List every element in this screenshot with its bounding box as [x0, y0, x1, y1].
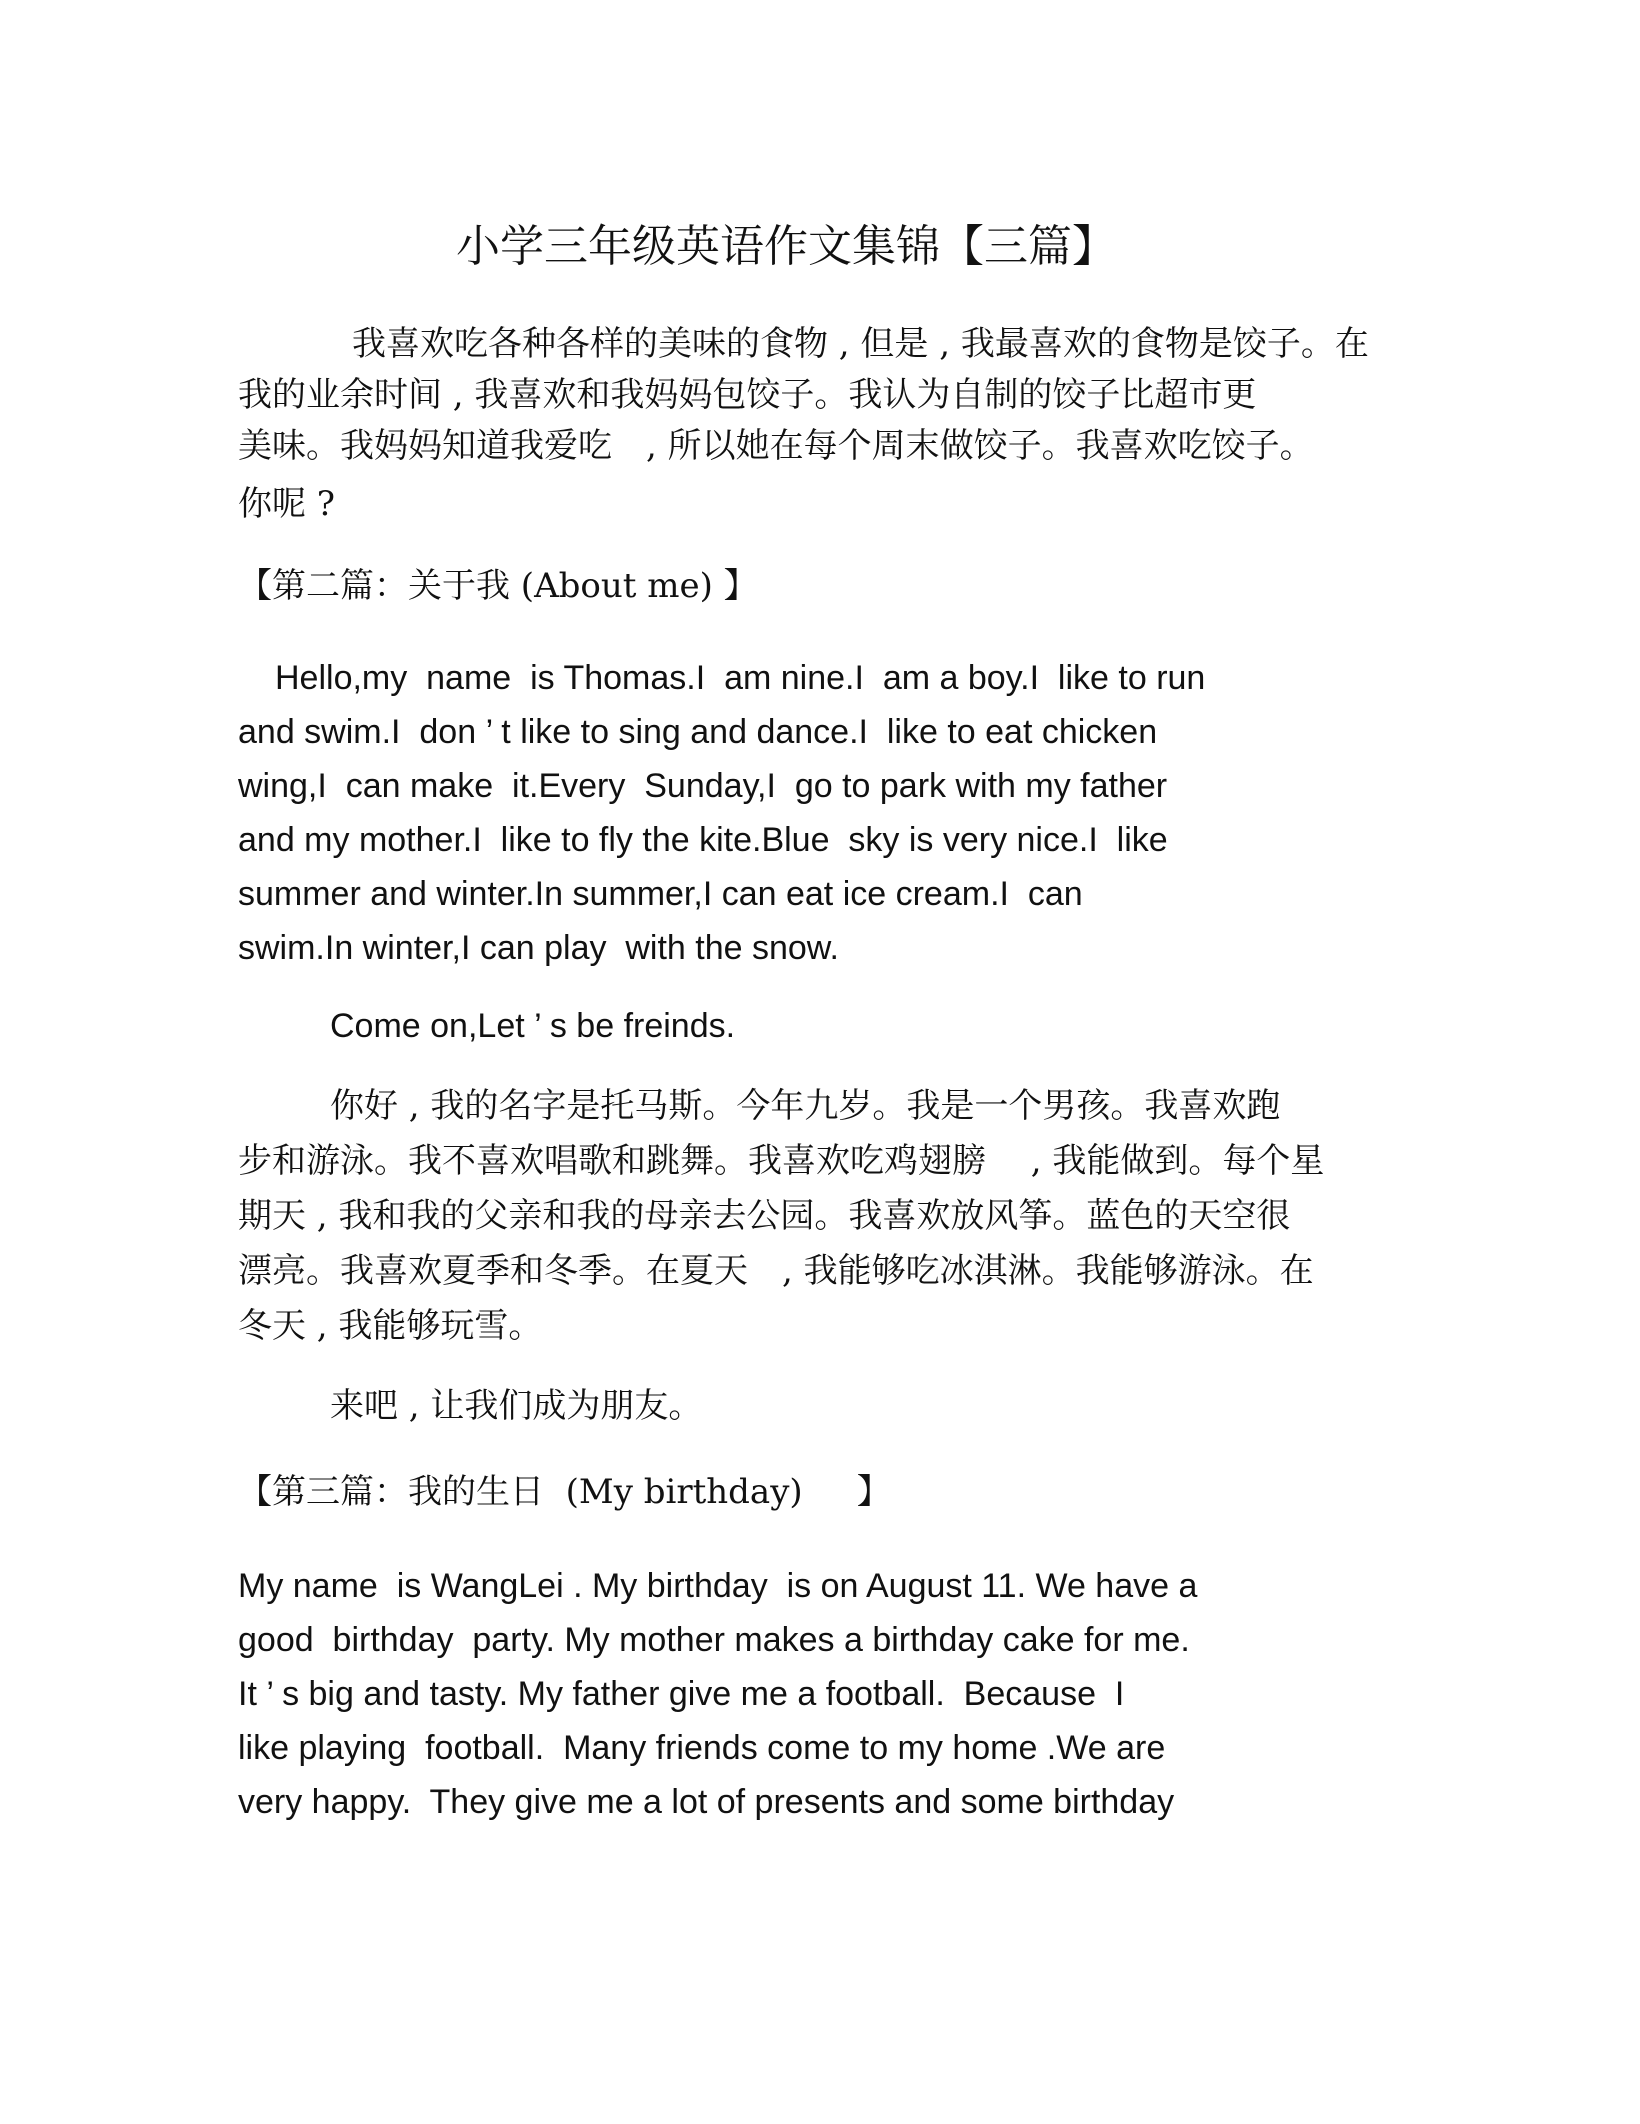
essay1-line: 我的业余时间 , 我喜欢和我妈妈包饺子。我认为自制的饺子比超市更 — [238, 375, 1257, 415]
essay2-english-line: and swim.I don ’ t like to sing and dance.I like to eat chicken — [238, 713, 1158, 751]
essay3-heading: 【第三篇：我的生日 (My birthday) 】 — [238, 1472, 891, 1512]
essay1-line: 美味。我妈妈知道我爱吃 , 所以她在每个周末做饺子。我喜欢吃饺子。 — [238, 426, 1314, 466]
essay2-chinese-line: 冬天 , 我能够玩雪。 — [238, 1306, 543, 1346]
essay2-english-closing: Come on,Let ’ s be freinds. — [330, 1007, 736, 1045]
essay2-english-line: wing,I can make it.Every Sunday,I go to park with my father — [238, 767, 1168, 805]
essay3-line: very happy. They give me a lot of presents and some birthday — [238, 1783, 1175, 1821]
essay3-line: My name is WangLei . My birthday is on August 11. We have a — [238, 1567, 1198, 1605]
essay2-chinese-line: 你好 , 我的名字是托马斯。今年九岁。我是一个男孩。我喜欢跑 — [330, 1086, 1281, 1126]
essay2-chinese-line: 步和游泳。我不喜欢唱歌和跳舞。我喜欢吃鸡翅膀 , 我能做到。每个星 — [238, 1141, 1325, 1181]
essay1-line: 我喜欢吃各种各样的美味的食物 , 但是 , 我最喜欢的食物是饺子。在 — [352, 324, 1369, 364]
essay3-line: It ’ s big and tasty. My father give me a football. Because I — [238, 1675, 1125, 1713]
essay3-line: like playing football. Many friends come to my home .We are — [238, 1729, 1166, 1767]
essay1-line: 你呢 ? — [238, 484, 336, 524]
essay3-line: good birthday party. My mother makes a birthday cake for me. — [238, 1621, 1190, 1659]
document-title: 小学三年级英语作文集锦【三篇】 — [456, 221, 1116, 272]
essay2-english-line: summer and winter.In summer,I can eat ice cream.I can — [238, 875, 1083, 913]
essay2-english-line: Hello,my name is Thomas.I am nine.I am a boy.I like to run — [275, 659, 1206, 697]
essay2-chinese-line: 期天 , 我和我的父亲和我的母亲去公园。我喜欢放风筝。蓝色的天空很 — [238, 1196, 1291, 1236]
essay2-english-line: swim.In winter,I can play with the snow. — [238, 929, 839, 967]
essay2-chinese-line: 漂亮。我喜欢夏季和冬季。在夏天 , 我能够吃冰淇淋。我能够游泳。在 — [238, 1251, 1314, 1291]
essay2-heading: 【第二篇：关于我 (About me) 】 — [238, 566, 758, 606]
essay2-english-line: and my mother.I like to fly the kite.Blue sky is very nice.I like — [238, 821, 1168, 859]
essay2-chinese-closing: 来吧 , 让我们成为朋友。 — [330, 1386, 703, 1426]
